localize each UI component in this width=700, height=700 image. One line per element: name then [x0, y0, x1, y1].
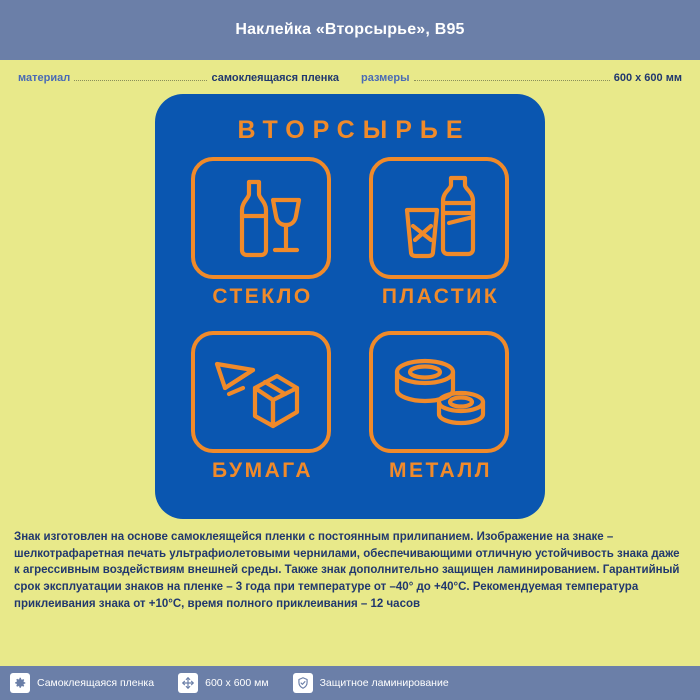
page-footer — [0, 666, 700, 700]
sign-cell-plastic — [355, 157, 523, 329]
sign-preview-area — [0, 94, 700, 519]
sign-cell-paper — [177, 331, 345, 503]
footer-label-size: 600 x 600 мм — [205, 677, 269, 689]
paper-plane-and-box-icon — [209, 344, 313, 441]
spec-size-key: размеры — [361, 72, 410, 84]
icon-box-plastic — [369, 157, 509, 279]
icon-box-glass — [191, 157, 331, 279]
sign-icon-grid — [177, 157, 523, 503]
product-description: Знак изготовлен на основе самоклеящейся пленки с постоянным прилипанием. Изображение на знаке – шелкотрафаретная печать ультрафиолетовыми чернилами, обеспечивающими отличную устойчивость знака даже к агрессивным воздействиям внешней среды. Также знак дополнительно защищен ламинированием. Гарантийный срок эксплуатации знаков на пленке – 3 года при температуре от –40° до +40°С. Рекомендуемая температура приклеивания знака от +10°С, время полного приклеивания – 12 часов — [14, 531, 680, 610]
sign-cell-metal — [355, 331, 523, 503]
arrows-resize-icon — [178, 673, 198, 693]
sign-label-plastic: ПЛАСТИК — [381, 285, 500, 308]
sign-cell-glass — [177, 157, 345, 329]
spec-material — [18, 72, 339, 84]
icon-box-paper — [191, 331, 331, 453]
footer-item-lamination — [293, 673, 449, 693]
spec-dots — [414, 80, 610, 81]
footer-label-material: Самоклеящаяся пленка — [37, 677, 155, 689]
footer-label-lamination: Защитное ламинирование — [319, 677, 449, 689]
bottle-and-glass-icon — [211, 170, 311, 267]
sign-label-paper: БУМАГА — [211, 459, 314, 482]
spec-material-value: самоклеящаяся пленка — [211, 72, 339, 84]
spec-size-value: 600 x 600 мм — [613, 72, 682, 84]
sign-label-metal: МЕТАЛЛ — [389, 459, 492, 482]
icon-box-metal — [369, 331, 509, 453]
spec-dots — [74, 80, 207, 81]
plastic-bottle-and-cup-icon — [389, 170, 489, 267]
page-title: Наклейка «Вторсырье», В95 — [235, 21, 465, 38]
spec-material-key: материал — [18, 72, 71, 84]
sign-label-glass: СТЕКЛО — [212, 285, 313, 308]
recycling-sign — [155, 94, 545, 519]
spec-line — [0, 60, 700, 90]
sign-title: ВТОРСЫРЬЕ — [237, 116, 471, 144]
shield-check-icon — [293, 673, 313, 693]
footer-item-material — [10, 673, 154, 693]
page-header — [0, 0, 700, 60]
spec-size — [361, 72, 682, 84]
footer-item-size — [178, 673, 268, 693]
gear-icon — [10, 673, 30, 693]
tin-cans-icon — [387, 344, 491, 441]
